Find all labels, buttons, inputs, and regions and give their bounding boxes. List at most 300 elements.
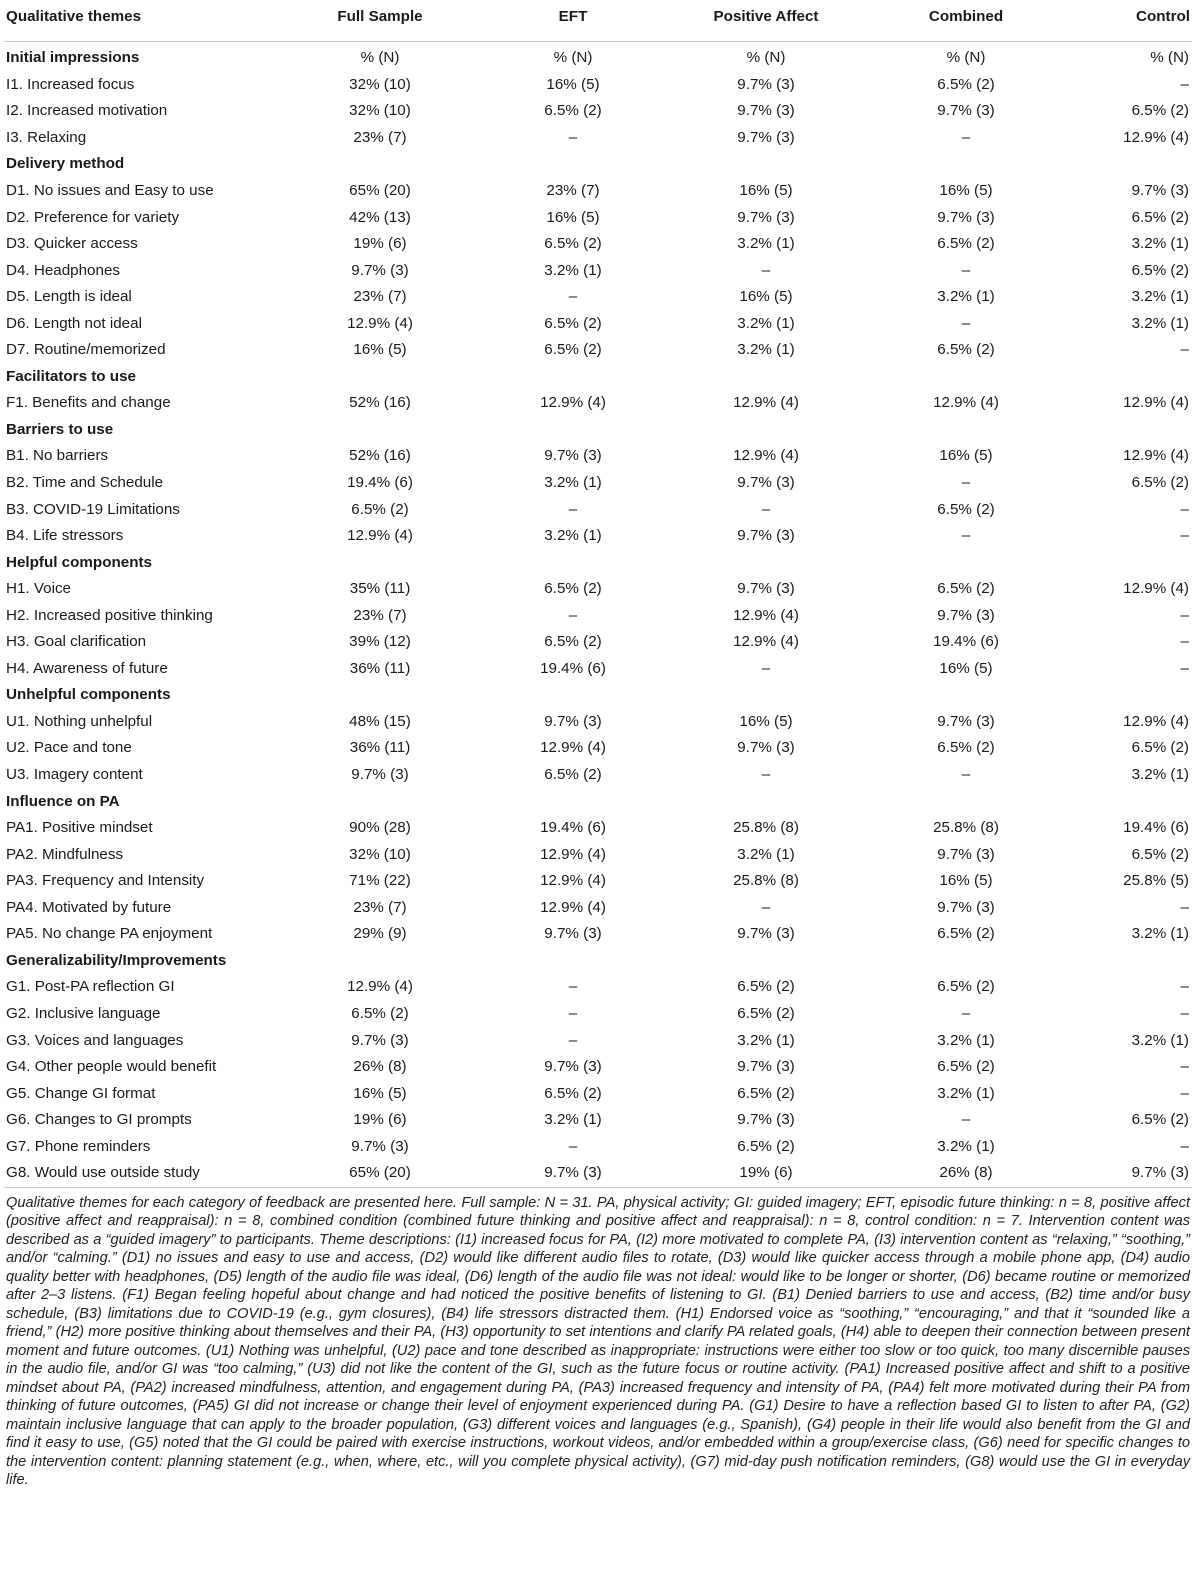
category-row bbox=[4, 364, 1192, 391]
table-cell: 12.9% (4) bbox=[1123, 394, 1189, 412]
table-cell: 12.9% (4) bbox=[733, 606, 799, 624]
table-cell: 23% (7) bbox=[353, 898, 407, 916]
table-cell: – bbox=[961, 766, 971, 784]
table-cell: 6.5% (2) bbox=[1131, 208, 1189, 226]
table-cell: 23% (7) bbox=[353, 128, 407, 146]
table-cell: 19.4% (6) bbox=[1123, 819, 1189, 837]
table-cell: 9.7% (3) bbox=[737, 75, 795, 93]
table-cell: 9.7% (3) bbox=[737, 102, 795, 120]
table-cell: 16% (5) bbox=[353, 1084, 407, 1102]
table-cell: – bbox=[1180, 75, 1189, 93]
table-cell: 12.9% (4) bbox=[933, 394, 999, 412]
table-cell: 6.5% (2) bbox=[937, 75, 995, 93]
table-cell: 6.5% (2) bbox=[544, 766, 602, 784]
table-cell: 9.7% (3) bbox=[937, 712, 995, 730]
table-cell: 12.9% (4) bbox=[540, 898, 606, 916]
table-cell: 12.9% (4) bbox=[540, 845, 606, 863]
table-cell: 12.9% (4) bbox=[733, 447, 799, 465]
table-cell: 16% (5) bbox=[546, 75, 600, 93]
table-cell: 9.7% (3) bbox=[351, 766, 409, 784]
table-cell: 42% (13) bbox=[349, 208, 411, 226]
table-cell: 16% (5) bbox=[939, 659, 993, 677]
table-cell: 9.7% (3) bbox=[937, 845, 995, 863]
theme-label: PA4. Motivated by future bbox=[6, 898, 172, 916]
table-cell: – bbox=[568, 606, 578, 624]
theme-label: F1. Benefits and change bbox=[6, 394, 171, 412]
table-cell: 9.7% (3) bbox=[937, 898, 995, 916]
category-cell bbox=[280, 549, 480, 576]
table-row bbox=[4, 629, 1192, 656]
category-cell bbox=[866, 549, 1066, 576]
table-cell: 12.9% (4) bbox=[733, 633, 799, 651]
table-cell: 16% (5) bbox=[739, 712, 793, 730]
table-cell: 29% (9) bbox=[353, 925, 407, 943]
category-cell bbox=[1066, 151, 1192, 178]
table-cell: 19.4% (6) bbox=[933, 633, 999, 651]
table-cell: 19% (6) bbox=[353, 235, 407, 253]
table-cell: 32% (10) bbox=[349, 845, 411, 863]
table-cell: 19% (6) bbox=[353, 1111, 407, 1129]
table-row bbox=[4, 762, 1192, 789]
table-row bbox=[4, 656, 1192, 683]
table-cell: 3.2% (1) bbox=[1131, 1031, 1189, 1049]
table-cell: 6.5% (2) bbox=[937, 978, 995, 996]
table-row bbox=[4, 1054, 1192, 1081]
category-cell bbox=[1066, 549, 1192, 576]
table-cell: 32% (10) bbox=[349, 102, 411, 120]
table-cell: – bbox=[1180, 633, 1189, 651]
theme-label: G5. Change GI format bbox=[6, 1084, 156, 1102]
category-cell: % (N) bbox=[746, 49, 786, 67]
table-row bbox=[4, 231, 1192, 258]
theme-label: PA5. No change PA enjoyment bbox=[6, 925, 213, 943]
theme-label: G4. Other people would benefit bbox=[6, 1058, 217, 1076]
theme-label: D2. Preference for variety bbox=[6, 208, 180, 226]
column-header: Combined bbox=[866, 8, 1066, 42]
table-cell: 6.5% (2) bbox=[1131, 474, 1189, 492]
table-cell: – bbox=[761, 261, 771, 279]
table-row bbox=[4, 868, 1192, 895]
table-cell: 12.9% (4) bbox=[1123, 712, 1189, 730]
theme-label: G6. Changes to GI prompts bbox=[6, 1111, 192, 1129]
table-row bbox=[4, 815, 1192, 842]
theme-label: U2. Pace and tone bbox=[6, 739, 132, 757]
table-cell: 23% (7) bbox=[353, 606, 407, 624]
theme-label: D5. Length is ideal bbox=[6, 288, 132, 306]
table-row bbox=[4, 1080, 1192, 1107]
theme-label: B3. COVID-19 Limitations bbox=[6, 500, 180, 518]
table-cell: 9.7% (3) bbox=[351, 1137, 409, 1155]
category-cell bbox=[866, 682, 1066, 709]
theme-label: G1. Post-PA reflection GI bbox=[6, 978, 175, 996]
table-cell: 9.7% (3) bbox=[480, 1160, 666, 1187]
table-row bbox=[4, 337, 1192, 364]
table-cell: 6.5% (2) bbox=[544, 1084, 602, 1102]
category-cell bbox=[866, 417, 1066, 444]
table-cell: 9.7% (3) bbox=[937, 208, 995, 226]
table-cell: 9.7% (3) bbox=[737, 739, 795, 757]
table-cell: – bbox=[761, 898, 771, 916]
theme-label: D7. Routine/memorized bbox=[6, 341, 166, 359]
category-row bbox=[4, 948, 1192, 975]
theme-label: B2. Time and Schedule bbox=[6, 474, 164, 492]
theme-label: G3. Voices and languages bbox=[6, 1031, 184, 1049]
table-cell: 6.5% (2) bbox=[544, 235, 602, 253]
table-row bbox=[4, 204, 1192, 231]
table-row bbox=[4, 921, 1192, 948]
table-cell: – bbox=[961, 1004, 971, 1022]
column-header: Positive Affect bbox=[666, 8, 866, 42]
table-cell: 23% (7) bbox=[353, 288, 407, 306]
table-cell: 9.7% (3) bbox=[737, 527, 795, 545]
table-cell: 6.5% (2) bbox=[937, 235, 995, 253]
table-container bbox=[4, 8, 1192, 1490]
table-cell: 12.9% (4) bbox=[1123, 580, 1189, 598]
theme-label: H1. Voice bbox=[6, 580, 72, 598]
table-cell: 3.2% (1) bbox=[1131, 925, 1189, 943]
table-cell: 35% (11) bbox=[349, 580, 411, 598]
table-footnote: Qualitative themes for each category of feedback are presented here. Full sample: N = 31. PA, physical activity; GI: guided imagery; EFT, episodic future thinking: n = 8, positive affect (positive affect and reappraisal): n = 8, combined condition (combined future thinking and positive affect and reappraisal): n = 8, control condition: n = 7. Intervention content was described as a “guided imagery” to participants. Theme descriptions: (I1) increased focus for PA, (I2) more motivated to complete PA, (I3) intervention content as “relaxing,” “soothing,” and/or “calming.” (D1) no issues and easy to use and access, (D2) would like different audio files to rotate, (D3) would like quicker access through a mobile phone app, (D4) audio quality better with headphones, (D5) length of the audio file was ideal, (D6) length of the audio file was not ideal: would like to be longer or shorter, (D6) became routine or memorized after 2–3 listens. (F1) Began feeling hopeful about change and had noticed the positive benefits of listening to GI. (B1) Denied barriers to use and access, (B2) time and/or busy schedule, (B3) limitations due to COVID-19 (e.g., gym closures), (B4) life stressors distracted them. (H1) Endorsed voice as “soothing,” “encouraging,” and that it “sounded like a friend,” (H2) more positive thinking about themselves and their PA, (H3) opportunity to set intentions and clarify PA related goals, (H4) able to deepen their connection between present moment and future outcomes. (U1) Nothing was unhelpful, (U2) pace and tone described as inappropriate: instructions were either too slow or too quick, too many discernible pauses in the audio file, and/or GI was “too calming,” (U3) did not like the content of the GI, such as the future focus or routine activity. (PA1) Increased positive affect and shift to a positive mindset about PA, (PA2) increased mindfulness, attention, and engagement during PA, (PA3) increased frequency and intensity of PA, (PA4) felt more motivated during their PA from thinking of future outcomes, (PA5) GI did not increase or change their level of enjoyment experienced during PA. (G1) Desire to have a reflection based GI to listen to after PA, (G2) maintain inclusive language that can apply to the broader population, (G3) different voices and languages (e.g., Spanish), (G4) people in their life would also benefit from the GI and find it easy to use, (G5) noted that the GI could be paired with exercise instructions, workout videos, and/or embedded within a group/exercise class, (G6) need for specific changes to the intervention content: planning statement (e.g., when, where, etc., will you complete physical activity), (G7) mid-day push notification reminders, (G8) would use the GI in everyday life. bbox=[6, 1194, 1190, 1489]
table-cell: 9.7% (3) bbox=[737, 1058, 795, 1076]
column-header: Qualitative themes bbox=[4, 8, 280, 42]
category-cell: % (N) bbox=[1150, 49, 1189, 67]
category-row bbox=[4, 151, 1192, 178]
table-cell: 12.9% (4) bbox=[1123, 128, 1189, 146]
category-row bbox=[4, 549, 1192, 576]
table-cell: – bbox=[1180, 500, 1189, 518]
table-row bbox=[4, 284, 1192, 311]
table-cell: – bbox=[1180, 341, 1189, 359]
table-cell: 65% (20) bbox=[349, 182, 411, 199]
table-cell: 6.5% (2) bbox=[1131, 845, 1189, 863]
category-cell: % (N) bbox=[360, 49, 400, 67]
table-cell: 6.5% (2) bbox=[737, 1137, 795, 1155]
table-row bbox=[4, 895, 1192, 922]
table-cell: – bbox=[1180, 1137, 1189, 1155]
table-cell: 9.7% (3) bbox=[737, 128, 795, 146]
category-row bbox=[4, 417, 1192, 444]
category-cell bbox=[280, 364, 480, 391]
table-row bbox=[4, 1133, 1192, 1160]
theme-label: D1. No issues and Easy to use bbox=[6, 182, 214, 199]
table-cell: 9.7% (3) bbox=[1066, 1160, 1192, 1187]
theme-label: B4. Life stressors bbox=[6, 527, 124, 545]
table-row bbox=[4, 72, 1192, 99]
table-header bbox=[4, 8, 1192, 42]
table-cell: 12.9% (4) bbox=[540, 394, 606, 412]
table-cell: 3.2% (1) bbox=[544, 1111, 602, 1129]
category-row bbox=[4, 682, 1192, 709]
table-cell: – bbox=[1180, 659, 1189, 677]
table-cell: 48% (15) bbox=[349, 712, 411, 730]
theme-label: I3. Relaxing bbox=[6, 128, 87, 146]
table-cell: 36% (11) bbox=[349, 739, 411, 757]
table-cell: 6.5% (2) bbox=[937, 580, 995, 598]
category-cell bbox=[280, 151, 480, 178]
category-cell bbox=[280, 417, 480, 444]
category-cell: % (N) bbox=[553, 49, 593, 67]
table-cell: 12.9% (4) bbox=[347, 314, 413, 332]
table-cell: 16% (5) bbox=[939, 447, 993, 465]
table-cell: 6.5% (2) bbox=[937, 500, 995, 518]
category-cell bbox=[866, 364, 1066, 391]
table-cell: 3.2% (1) bbox=[544, 527, 602, 545]
table-row bbox=[4, 310, 1192, 337]
table-cell: 9.7% (3) bbox=[737, 208, 795, 226]
column-header: EFT bbox=[480, 8, 666, 42]
table-cell: – bbox=[568, 128, 578, 146]
category-label: Delivery method bbox=[6, 155, 125, 173]
table-cell: 9.7% (3) bbox=[937, 102, 995, 120]
category-cell bbox=[666, 948, 866, 975]
theme-label: D6. Length not ideal bbox=[6, 314, 142, 332]
table-cell: 52% (16) bbox=[349, 447, 411, 465]
table-cell: 6.5% (2) bbox=[544, 314, 602, 332]
table-cell: 26% (8) bbox=[353, 1058, 407, 1076]
theme-label: G2. Inclusive language bbox=[6, 1004, 161, 1022]
table-cell: – bbox=[1180, 606, 1189, 624]
table-cell: 25.8% (8) bbox=[733, 872, 799, 890]
table-cell: 3.2% (1) bbox=[937, 1137, 995, 1155]
table-cell: 12.9% (4) bbox=[540, 739, 606, 757]
table-cell: – bbox=[1180, 978, 1189, 996]
table-cell: 6.5% (2) bbox=[937, 739, 995, 757]
category-label: Barriers to use bbox=[6, 420, 114, 438]
table-cell: 6.5% (2) bbox=[1131, 739, 1189, 757]
category-cell bbox=[666, 788, 866, 815]
table-cell: 3.2% (1) bbox=[937, 1031, 995, 1049]
category-cell bbox=[666, 151, 866, 178]
theme-label: D3. Quicker access bbox=[6, 235, 138, 253]
table-body bbox=[4, 42, 1192, 1188]
table-cell: 9.7% (3) bbox=[737, 1111, 795, 1129]
category-cell bbox=[280, 788, 480, 815]
table-cell: 6.5% (2) bbox=[937, 341, 995, 359]
table-cell: 32% (10) bbox=[349, 75, 411, 93]
table-cell: 65% (20) bbox=[280, 1160, 480, 1187]
table-row bbox=[4, 1160, 1192, 1187]
table-cell: – bbox=[568, 1031, 578, 1049]
table-cell: 9.7% (3) bbox=[1131, 182, 1189, 199]
table-cell: 9.7% (3) bbox=[737, 474, 795, 492]
theme-label: I1. Increased focus bbox=[6, 75, 135, 93]
theme-label: I2. Increased motivation bbox=[6, 102, 168, 120]
table-cell: – bbox=[761, 500, 771, 518]
theme-label: H2. Increased positive thinking bbox=[6, 606, 213, 624]
table-cell: 6.5% (2) bbox=[737, 978, 795, 996]
theme-label: PA3. Frequency and Intensity bbox=[6, 872, 205, 890]
category-cell bbox=[480, 364, 666, 391]
category-cell bbox=[866, 948, 1066, 975]
category-row bbox=[4, 42, 1192, 72]
table-cell: – bbox=[961, 474, 971, 492]
theme-label: H3. Goal clarification bbox=[6, 633, 147, 651]
category-cell bbox=[1066, 948, 1192, 975]
table-cell: 12.9% (4) bbox=[733, 394, 799, 412]
table-cell: – bbox=[961, 314, 971, 332]
theme-label: G8. Would use outside study bbox=[4, 1160, 280, 1187]
table-cell: 6.5% (2) bbox=[1131, 1111, 1189, 1129]
category-label: Unhelpful components bbox=[6, 686, 171, 704]
category-cell bbox=[480, 948, 666, 975]
table-row bbox=[4, 735, 1192, 762]
table-row bbox=[4, 470, 1192, 497]
table-row bbox=[4, 125, 1192, 152]
category-label: Initial impressions bbox=[6, 49, 140, 67]
category-cell bbox=[866, 788, 1066, 815]
table-cell: 9.7% (3) bbox=[544, 925, 602, 943]
table-cell: 6.5% (2) bbox=[544, 102, 602, 120]
table-cell: – bbox=[1180, 527, 1189, 545]
table-row bbox=[4, 974, 1192, 1001]
category-label: Generalizability/Improvements bbox=[6, 951, 227, 969]
table-row bbox=[4, 841, 1192, 868]
table-cell: 6.5% (2) bbox=[737, 1004, 795, 1022]
table-row bbox=[4, 1107, 1192, 1134]
theme-label: U3. Imagery content bbox=[6, 766, 143, 784]
table-row bbox=[4, 443, 1192, 470]
table-cell: 19.4% (6) bbox=[540, 659, 606, 677]
category-cell bbox=[666, 549, 866, 576]
table-cell: – bbox=[1180, 1004, 1189, 1022]
table-row bbox=[4, 1001, 1192, 1028]
category-cell bbox=[280, 682, 480, 709]
category-cell bbox=[666, 417, 866, 444]
table-cell: – bbox=[568, 1004, 578, 1022]
table-cell: 9.7% (3) bbox=[351, 1031, 409, 1049]
table-cell: 3.2% (1) bbox=[544, 261, 602, 279]
table-cell: 9.7% (3) bbox=[737, 580, 795, 598]
category-row bbox=[4, 788, 1192, 815]
table-cell: 12.9% (4) bbox=[347, 527, 413, 545]
table-cell: 3.2% (1) bbox=[737, 341, 795, 359]
table-cell: 19.4% (6) bbox=[540, 819, 606, 837]
table-cell: 36% (11) bbox=[349, 659, 411, 677]
table-cell: 3.2% (1) bbox=[1131, 314, 1189, 332]
table-cell: – bbox=[961, 261, 971, 279]
table-cell: 25.8% (5) bbox=[1123, 872, 1189, 890]
table-cell: 26% (8) bbox=[866, 1160, 1066, 1187]
category-label: Influence on PA bbox=[6, 792, 120, 810]
table-cell: 6.5% (2) bbox=[1131, 261, 1189, 279]
category-cell bbox=[666, 682, 866, 709]
theme-label: G7. Phone reminders bbox=[6, 1137, 151, 1155]
table-row bbox=[4, 178, 1192, 205]
category-cell bbox=[280, 948, 480, 975]
category-cell bbox=[480, 549, 666, 576]
table-cell: 9.7% (3) bbox=[351, 261, 409, 279]
table-cell: 6.5% (2) bbox=[937, 1058, 995, 1076]
table-cell: 9.7% (3) bbox=[544, 712, 602, 730]
table-cell: 3.2% (1) bbox=[737, 235, 795, 253]
table-cell: 3.2% (1) bbox=[544, 474, 602, 492]
table-cell: 16% (5) bbox=[546, 208, 600, 226]
table-cell: 6.5% (2) bbox=[544, 580, 602, 598]
table-cell: 3.2% (1) bbox=[737, 845, 795, 863]
column-header: Control bbox=[1066, 8, 1192, 42]
table-cell: 3.2% (1) bbox=[937, 288, 995, 306]
category-cell bbox=[666, 364, 866, 391]
table-cell: – bbox=[1180, 1084, 1189, 1102]
table-cell: 25.8% (8) bbox=[933, 819, 999, 837]
table-cell: 23% (7) bbox=[546, 182, 600, 199]
table-cell: 6.5% (2) bbox=[937, 925, 995, 943]
table-cell: 3.2% (1) bbox=[1131, 766, 1189, 784]
table-cell: 19% (6) bbox=[666, 1160, 866, 1187]
category-cell bbox=[1066, 417, 1192, 444]
table-cell: 6.5% (2) bbox=[737, 1084, 795, 1102]
column-header: Full Sample bbox=[280, 8, 480, 42]
header-row bbox=[4, 8, 1192, 42]
table-cell: 52% (16) bbox=[349, 394, 411, 412]
table-cell: – bbox=[568, 1137, 578, 1155]
category-cell: % (N) bbox=[946, 49, 986, 67]
table-cell: 39% (12) bbox=[349, 633, 411, 651]
table-cell: 3.2% (1) bbox=[1131, 235, 1189, 253]
category-cell bbox=[1066, 682, 1192, 709]
table-cell: 9.7% (3) bbox=[544, 447, 602, 465]
table-cell: 9.7% (3) bbox=[937, 606, 995, 624]
category-cell bbox=[480, 417, 666, 444]
table-row bbox=[4, 602, 1192, 629]
table-cell: – bbox=[961, 1111, 971, 1129]
category-cell bbox=[1066, 788, 1192, 815]
table-cell: – bbox=[761, 659, 771, 677]
table-cell: 16% (5) bbox=[939, 182, 993, 199]
category-cell bbox=[1066, 364, 1192, 391]
table-cell: 16% (5) bbox=[739, 288, 793, 306]
table-cell: 9.7% (3) bbox=[544, 1058, 602, 1076]
table-cell: 16% (5) bbox=[353, 341, 407, 359]
category-label: Helpful components bbox=[6, 553, 152, 571]
table-cell: – bbox=[961, 527, 971, 545]
table-cell: 90% (28) bbox=[349, 819, 411, 837]
table-cell: – bbox=[568, 978, 578, 996]
table-cell: 25.8% (8) bbox=[733, 819, 799, 837]
table-cell: 6.5% (2) bbox=[1131, 102, 1189, 120]
table-row bbox=[4, 98, 1192, 125]
category-cell bbox=[480, 788, 666, 815]
table-cell: 16% (5) bbox=[739, 182, 793, 199]
table-cell: – bbox=[1180, 1058, 1189, 1076]
table-row bbox=[4, 390, 1192, 417]
table-row bbox=[4, 709, 1192, 736]
table-cell: 12.9% (4) bbox=[347, 978, 413, 996]
table-cell: 6.5% (2) bbox=[544, 341, 602, 359]
table-cell: 19.4% (6) bbox=[347, 474, 413, 492]
category-label: Facilitators to use bbox=[6, 367, 136, 385]
category-cell bbox=[480, 682, 666, 709]
table-cell: 12.9% (4) bbox=[1123, 447, 1189, 465]
table-cell: 3.2% (1) bbox=[737, 314, 795, 332]
table-cell: 9.7% (3) bbox=[737, 925, 795, 943]
table-cell: – bbox=[568, 500, 578, 518]
table-cell: 12.9% (4) bbox=[540, 872, 606, 890]
table-cell: 71% (22) bbox=[349, 872, 411, 890]
table-cell: 6.5% (2) bbox=[351, 500, 409, 518]
table-cell: 3.2% (1) bbox=[737, 1031, 795, 1049]
theme-label: PA2. Mindfulness bbox=[6, 845, 124, 863]
table-cell: – bbox=[568, 288, 578, 306]
qualitative-themes-table bbox=[4, 8, 1192, 1188]
table-cell: 3.2% (1) bbox=[937, 1084, 995, 1102]
table-cell: – bbox=[961, 128, 971, 146]
table-cell: – bbox=[761, 766, 771, 784]
theme-label: D4. Headphones bbox=[6, 261, 120, 279]
category-cell bbox=[480, 151, 666, 178]
theme-label: B1. No barriers bbox=[6, 447, 109, 465]
table-row bbox=[4, 1027, 1192, 1054]
